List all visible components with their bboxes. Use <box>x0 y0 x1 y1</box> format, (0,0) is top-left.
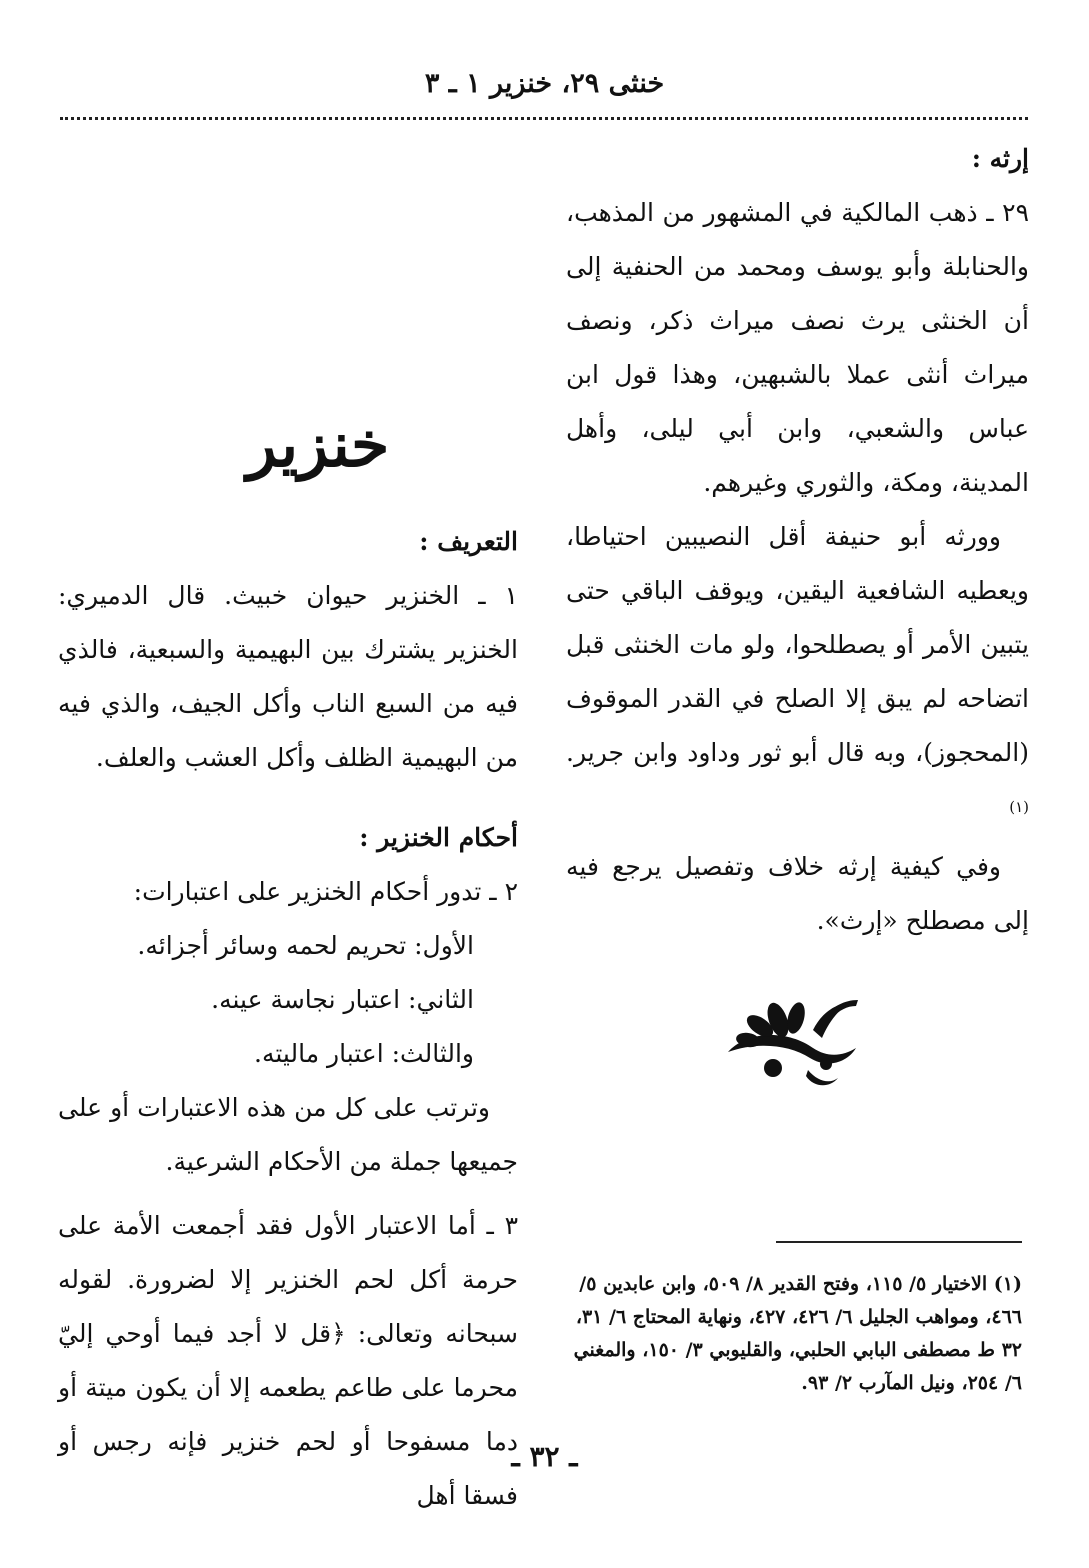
left-column <box>58 395 518 1523</box>
spacer <box>58 1189 518 1199</box>
list-item-third: والثالث: اعتبار ماليته. <box>254 1039 474 1068</box>
heading-ahkam: أحكام الخنزير : <box>359 823 518 852</box>
page-number: ـ ٣٢ ـ <box>511 1440 578 1473</box>
paragraph-2-tail: وترتب على كل من هذه الاعتبارات أو على جميعها جملة من الأحكام الشرعية. <box>58 1093 518 1176</box>
paragraph-1: ١ ـ الخنزير حيوان خبيث. قال الدميري: الخنزير يشترك بين البهيمية والسبعية، فالذي فيه من السبع الناب وأكل الجيف، والذي فيه من البهيمية الظلف وأكل العشب والعلف. <box>58 581 518 772</box>
paragraph-kayfiya: وفي كيفية إرثه خلاف وتفصيل يرجع فيه إلى مصطلح «إرث». <box>566 852 1029 936</box>
spacer <box>58 785 518 811</box>
heading-irth: إرثه : <box>971 144 1029 173</box>
footnote-1: (١) الاختيار ٥/ ١١٥، وفتح القدير ٨/ ٥٠٩، وابن عابدين ٥/ ٤٦٦، ومواهب الجليل ٦/ ٤٢٦، ٤٢٧، ونهاية المحتاج ٦/ ٣١، ٣٢ ط مصطفى البابي الحلبي، والقليوبي ٣/ ١٥٠، والمغني ٦/ ٢٥٤، ونيل المآرب ٢/ ٩٣. <box>573 1273 1022 1394</box>
paragraph-29: ٢٩ ـ ذهب المالكية في المشهور من المذهب، والحنابلة وأبو يوسف ومحمد من الحنفية إلى أن الخنثى يرث نصف ميراث ذكر، ونصف ميراث أنثى عملا بالشبهين، وهذا قول ابن عباس والشعبي، وابن أبي ليلى، وأهل المدينة، ومكة، والثوري وغيرهم. <box>566 198 1029 497</box>
header-dotted-rule <box>60 117 1028 120</box>
list-item-second: الثاني: اعتبار نجاسة عينه. <box>211 985 474 1014</box>
running-header: خنثى ٢٩، خنزير ١ ـ ٣ <box>424 68 665 99</box>
footnote-rule <box>776 1241 1022 1243</box>
entry-title: خنزير <box>246 408 390 481</box>
footnote-reference[interactable]: (١) <box>1009 798 1029 816</box>
footnotes <box>566 1268 1022 1400</box>
floral-ornament-icon <box>718 990 868 1090</box>
paragraph-3: ٣ ـ أما الاعتبار الأول فقد أجمعت الأمة على حرمة أكل لحم الخنزير إلا لضرورة. لقوله سبحانه وتعالى: ﴿قل لا أجد فيما أوحي إليّ محرما على طاعم يطعمه إلا أن يكون ميتة أو دما مسفوحا أو لحم خنزير فإنه رجس أو فسقا أهل <box>58 1211 518 1510</box>
paragraph-2-intro: ٢ ـ تدور أحكام الخنزير على اعتبارات: <box>133 877 518 906</box>
list-item-first: الأول: تحريم لحمه وسائر أجزائه. <box>137 931 474 960</box>
paragraph-hanifa-text: وورثه أبو حنيفة أقل النصيبين احتياطا، ويعطيه الشافعية اليقين، ويوقف الباقي حتى يتبين الأمر أو يصطلحوا، ولو مات الخنثى قبل اتضاحه لم يبق إلا الصلح في القدر الموقوف (المحجوز)، وبه قال أبو ثور وداود وابن جرير. <box>566 522 1029 767</box>
heading-tarif: التعريف : <box>419 527 518 556</box>
right-column <box>566 132 1029 948</box>
paragraph-hanifa <box>566 510 1029 840</box>
